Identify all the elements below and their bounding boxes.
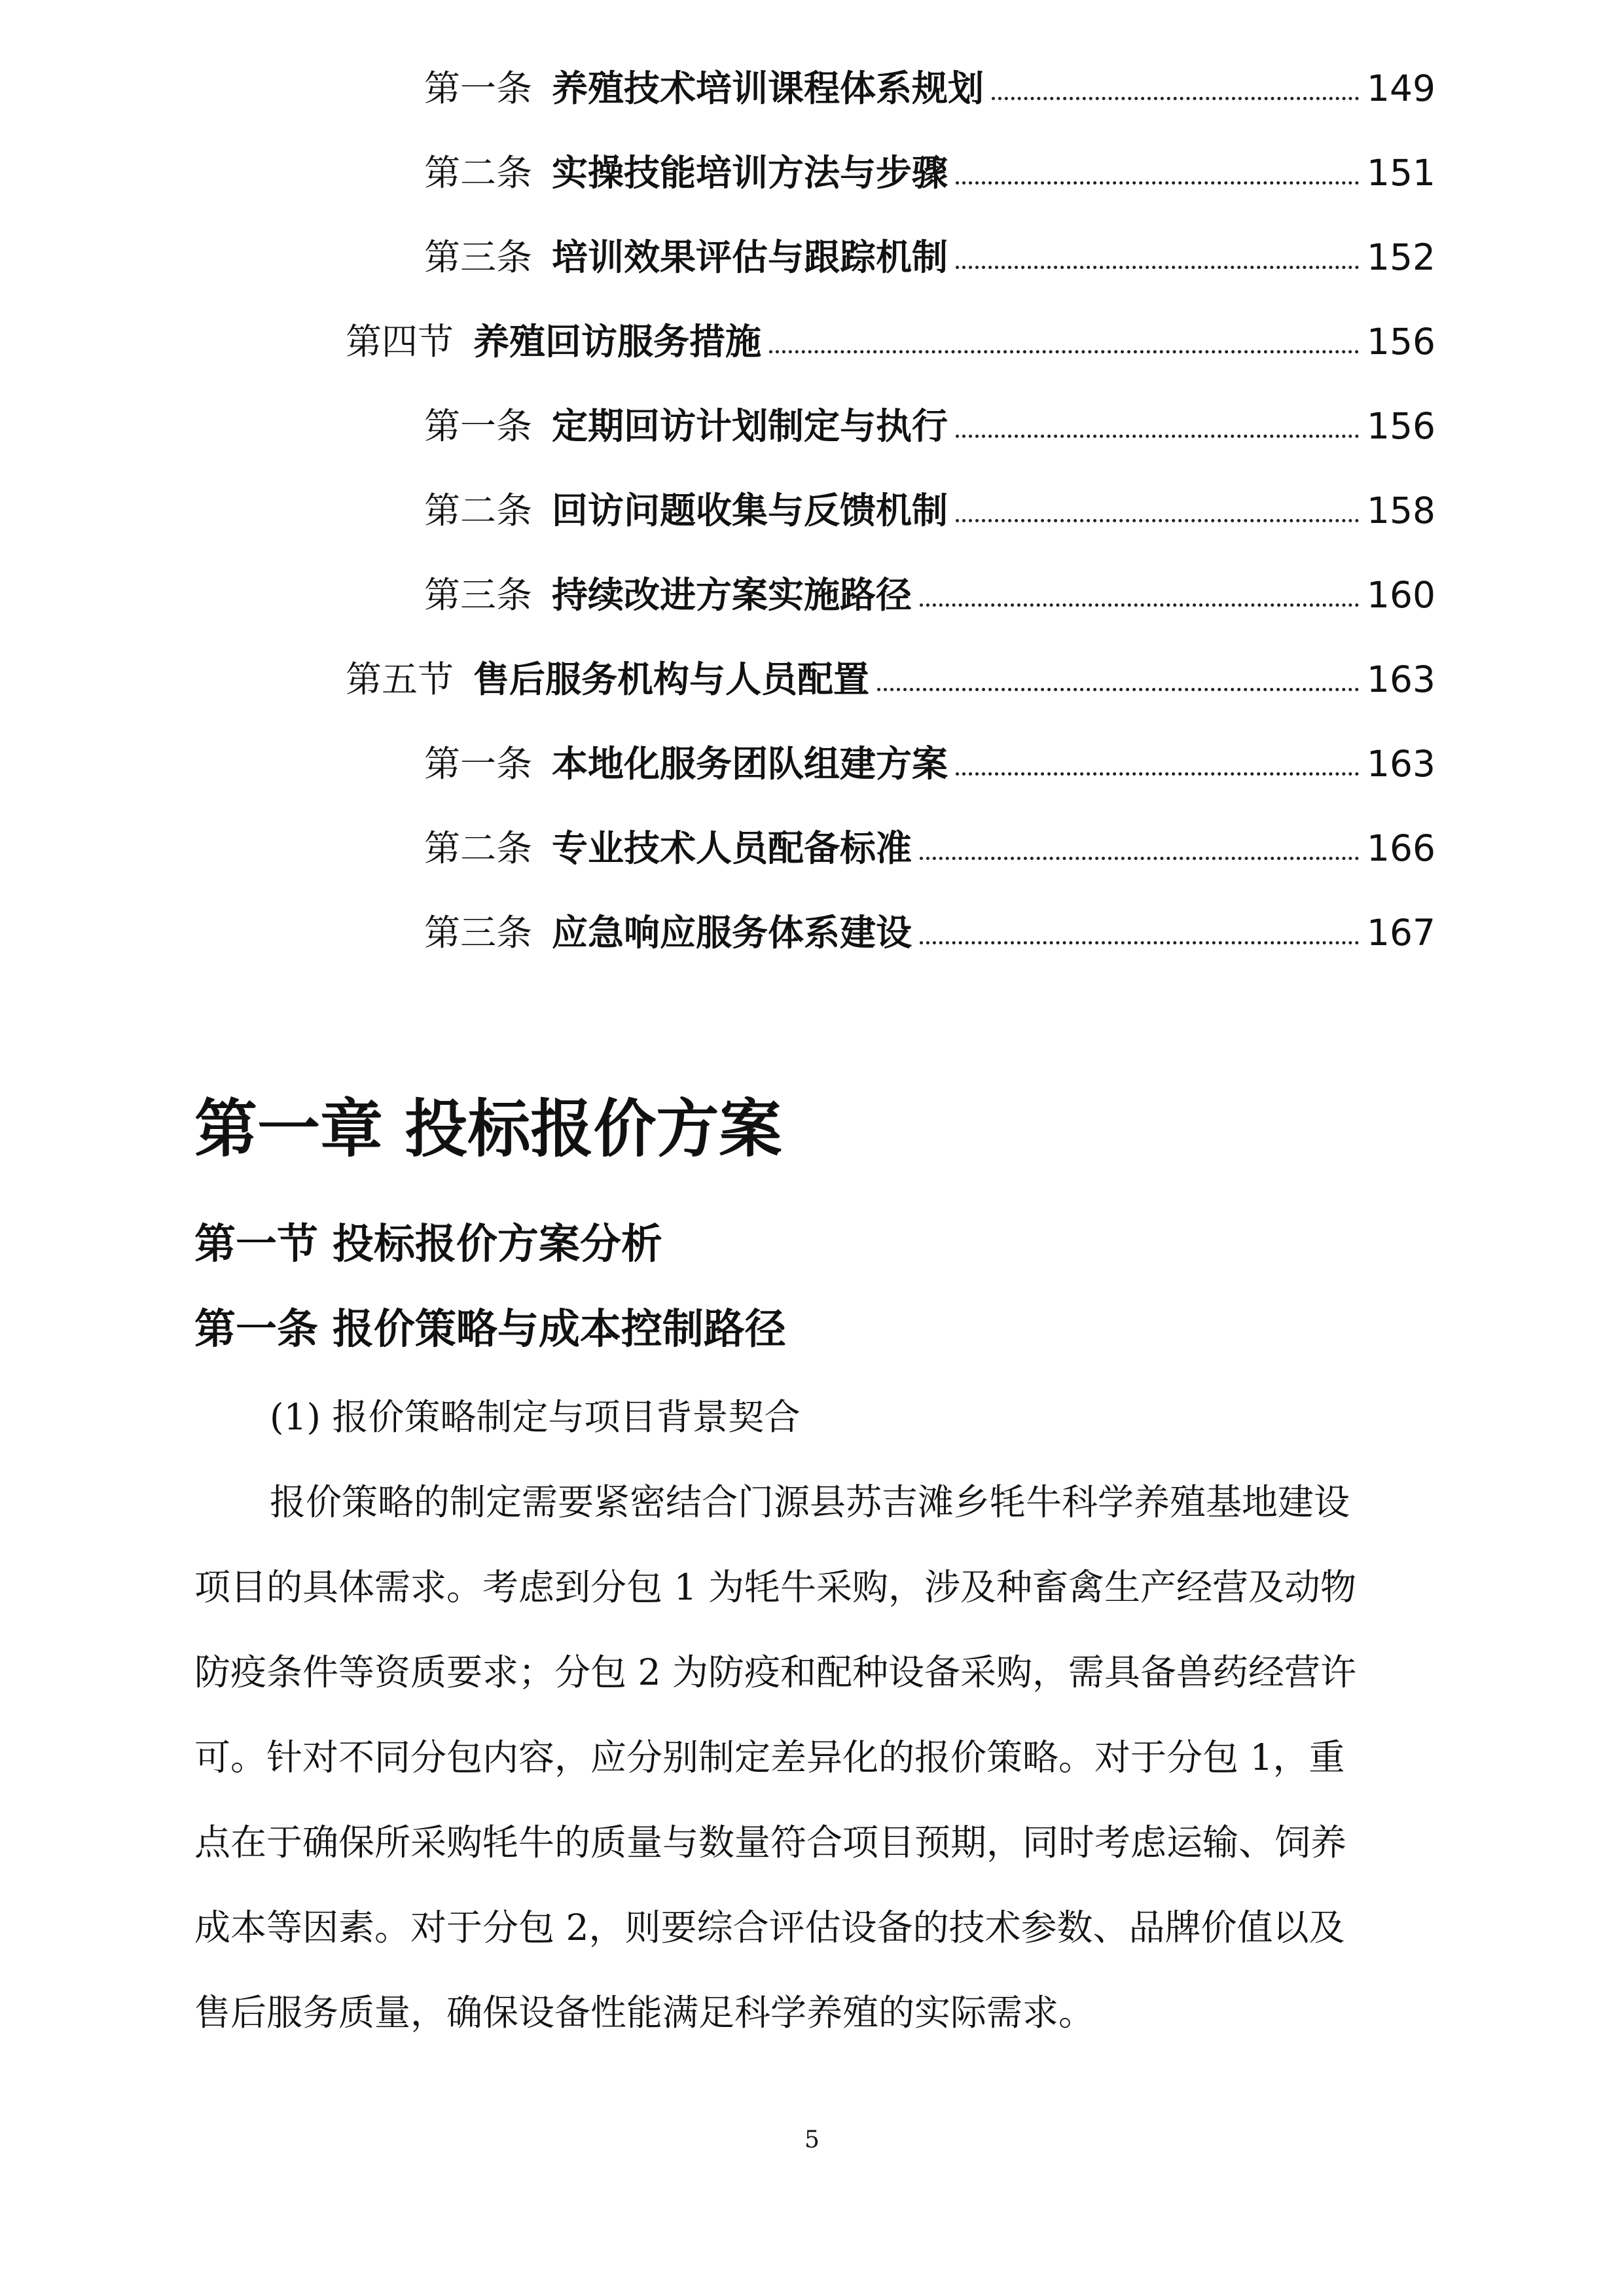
toc-entry-title: 定期回访计划制定与执行 <box>552 404 948 447</box>
toc-entry[interactable] <box>424 738 1435 790</box>
toc-dot-leader <box>920 603 1359 607</box>
paragraph-line-text: 报价策略的制定需要紧密结合门源县苏吉滩乡牦牛科学养殖基地建设 <box>270 1481 1350 1523</box>
subheading: (1) 报价策略制定与项目背景契合 <box>270 1396 801 1438</box>
toc-entry-title: 培训效果评估与跟踪机制 <box>552 236 948 278</box>
toc-entry-title: 应急响应服务体系建设 <box>552 911 912 954</box>
toc-entry-number: 第三条 <box>424 912 533 954</box>
toc-entry[interactable] <box>346 315 1435 368</box>
paragraph-line <box>194 1545 1435 1630</box>
toc-entry-page: 151 <box>1367 152 1435 194</box>
toc-entry-title: 专业技术人员配备标准 <box>552 827 912 869</box>
toc-entry-number: 第二条 <box>424 490 533 531</box>
toc-entry-number: 第二条 <box>424 827 533 869</box>
toc-entry-page: 163 <box>1367 743 1435 785</box>
paragraph-line-text: 点在于确保所采购牦牛的质量与数量符合项目预期，同时考虑运输、饲养 <box>194 1821 1347 1863</box>
paragraph-line-text: 可。针对不同分包内容，应分别制定差异化的报价策略。对于分包 1，重 <box>194 1736 1345 1778</box>
toc-dot-leader <box>956 772 1359 776</box>
paragraph-line-text: 成本等因素。对于分包 2，则要综合评估设备的技术参数、品牌价值以及 <box>194 1907 1345 1948</box>
toc-entry-number: 第一条 <box>424 405 533 447</box>
paragraph-line <box>194 1800 1435 1885</box>
toc-dot-leader <box>769 350 1359 353</box>
toc-entry[interactable] <box>424 231 1435 283</box>
toc-entry-page: 152 <box>1367 236 1435 278</box>
toc-dot-leader <box>877 688 1359 691</box>
toc-dot-leader <box>956 266 1359 269</box>
toc-entry-title: 持续改进方案实施路径 <box>552 573 912 616</box>
body-paragraph <box>194 1460 1435 2055</box>
toc-entry[interactable] <box>346 653 1435 706</box>
toc-entry-number: 第二条 <box>424 152 533 194</box>
toc-entry-page: 166 <box>1367 827 1435 869</box>
paragraph-line-text: 项目的具体需求。考虑到分包 1 为牦牛采购，涉及种畜禽生产经营及动物 <box>194 1566 1356 1608</box>
toc-entry-title: 养殖技术培训课程体系规划 <box>552 67 984 109</box>
toc-entry-page: 149 <box>1367 67 1435 109</box>
toc-entry-number: 第三条 <box>424 236 533 278</box>
paragraph-line <box>194 1630 1435 1715</box>
toc-dot-leader <box>956 435 1359 438</box>
toc-entry[interactable] <box>424 62 1435 115</box>
toc-entry-title: 回访问题收集与反馈机制 <box>552 489 948 531</box>
toc-entry-page: 163 <box>1367 658 1435 700</box>
paragraph-line <box>194 1885 1435 1970</box>
toc-entry-page: 158 <box>1367 490 1435 531</box>
toc-dot-leader <box>920 941 1359 944</box>
toc-entry[interactable] <box>424 822 1435 874</box>
paragraph-line <box>194 1460 1435 1545</box>
section-title: 第一节 投标报价方案分析 <box>194 1219 662 1268</box>
toc-dot-leader <box>956 519 1359 522</box>
paragraph-line <box>194 1970 1435 2055</box>
toc-entry-number: 第一条 <box>424 67 533 109</box>
toc-entry-title: 养殖回访服务措施 <box>473 320 762 363</box>
toc-entry-page: 167 <box>1367 912 1435 954</box>
toc-entry-number: 第一条 <box>424 743 533 785</box>
paragraph-line-text: 售后服务质量，确保设备性能满足科学养殖的实际需求。 <box>194 1992 1095 2034</box>
toc-dot-leader <box>920 857 1359 860</box>
chapter-title: 第一章 投标报价方案 <box>194 1092 782 1166</box>
toc-dot-leader <box>992 97 1359 100</box>
toc-entry-number: 第四节 <box>346 321 454 363</box>
toc-entry-number: 第三条 <box>424 574 533 616</box>
toc-entry[interactable] <box>424 484 1435 537</box>
toc-dot-leader <box>956 181 1359 185</box>
toc-entry-title: 本地化服务团队组建方案 <box>552 742 948 785</box>
toc-entry[interactable] <box>424 906 1435 959</box>
paragraph-line <box>194 1715 1435 1800</box>
toc-entry[interactable] <box>424 147 1435 199</box>
toc-entry-page: 160 <box>1367 574 1435 616</box>
article-title: 第一条 报价策略与成本控制路径 <box>194 1304 786 1353</box>
toc-entry[interactable] <box>424 569 1435 621</box>
toc-entry-page: 156 <box>1367 321 1435 363</box>
toc-entry-title: 实操技能培训方法与步骤 <box>552 151 948 194</box>
toc-entry[interactable] <box>424 400 1435 452</box>
page-number: 5 <box>804 2126 820 2153</box>
toc-entry-title: 售后服务机构与人员配置 <box>473 658 870 700</box>
toc-entry-page: 156 <box>1367 405 1435 447</box>
paragraph-line-text: 防疫条件等资质要求；分包 2 为防疫和配种设备采购，需具备兽药经营许 <box>194 1651 1356 1693</box>
toc-entry-number: 第五节 <box>346 658 454 700</box>
